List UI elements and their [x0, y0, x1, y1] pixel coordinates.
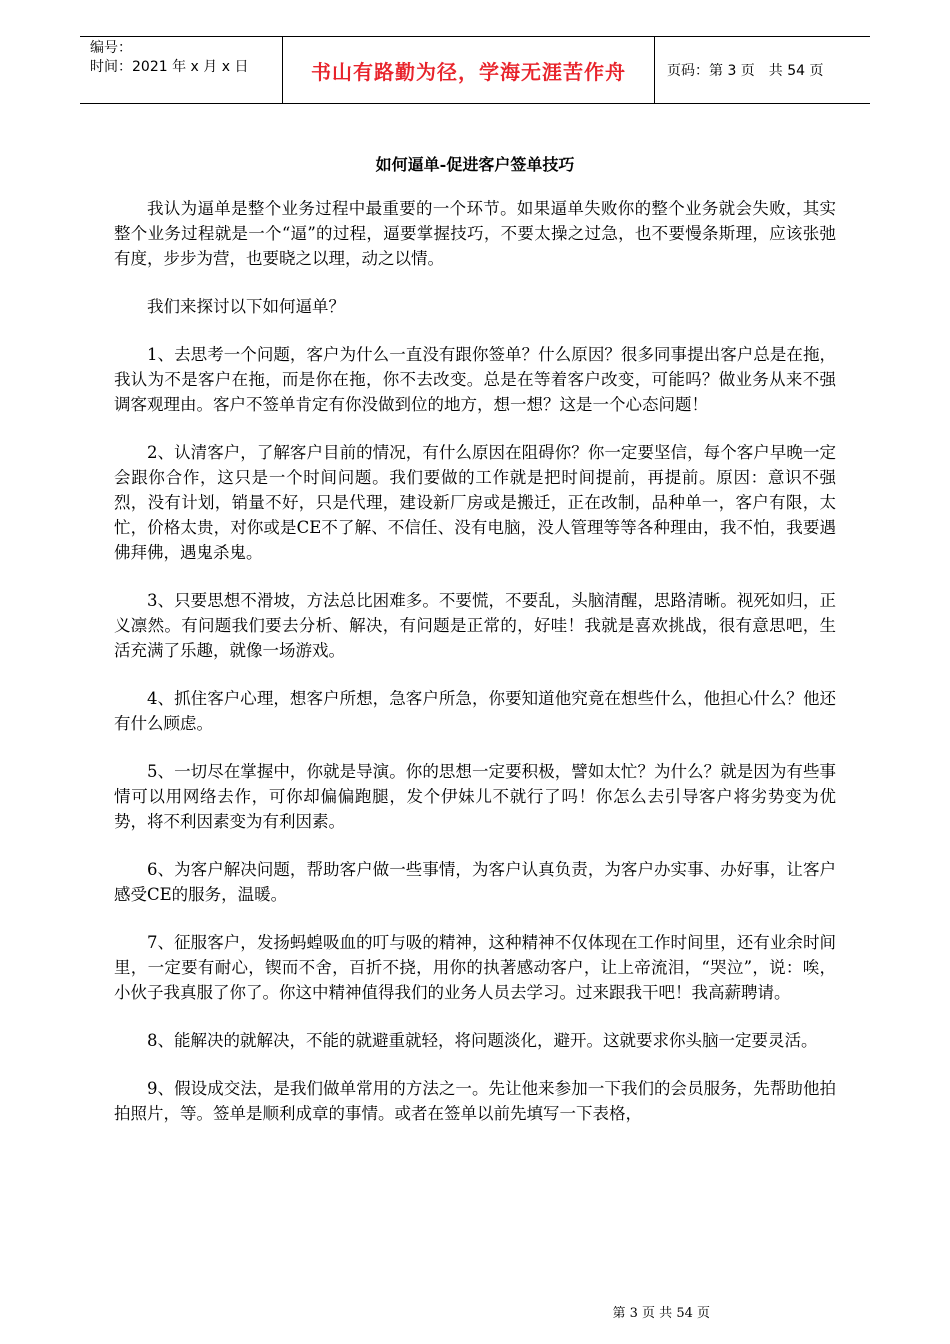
header-page-number: 页码：第 3 页 共 54 页 [667, 63, 824, 79]
paragraph-question: 我们来探讨以下如何逼单？ [147, 297, 345, 316]
paragraph-6: 6、为客户解决问题，帮助客户做一些事情，为客户认真负责，为客户办实事、办好事，让客户感受CE的服务，温暖。 [114, 860, 836, 904]
document-title: 如何逼单-促进客户签单技巧 [375, 155, 575, 174]
header-number: 编号： [90, 40, 132, 56]
page-header [80, 36, 870, 104]
paragraph-3: 3、只要思想不滑坡，方法总比困难多。不要慌，不要乱，头脑清醒，思路清晰。视死如归，正义凛然。有问题我们要去分析、解决，有问题是正常的，好哇！我就是喜欢挑战，很有意思吧，生活充满了乐趣，就像一场游戏。 [114, 591, 836, 660]
paragraph-7: 7、征服客户，发扬蚂蝗吸血的叮与吸的精神，这种精神不仅体现在工作时间里，还有业余时间里，一定要有耐心，锲而不舍，百折不挠，用你的执著感动客户，让上帝流泪，“哭泣”，说：唉，小伙子我真服了你了。你这中精神值得我们的业务人员去学习。过来跟我干吧！我高薪聘请。 [114, 933, 836, 1002]
document-body [114, 196, 836, 1149]
paragraph-8: 8、能解决的就解决，不能的就避重就轻，将问题淡化，避开。这就要求你头脑一定要灵活。 [147, 1031, 818, 1050]
paragraph-9: 9、假设成交法，是我们做单常用的方法之一。先让他来参加一下我们的会员服务，先帮助他拍拍照片，等。签单是顺利成章的事情。或者在签单以前先填写一下表格， [114, 1079, 836, 1123]
header-date: 时间：2021 年 x 月 x 日 [90, 59, 249, 75]
paragraph-1: 1、去思考一个问题，客户为什么一直没有跟你签单？什么原因？很多同事提出客户总是在拖，我认为不是客户在拖，而是你在拖，你不去改变。总是在等着客户改变，可能吗？做业务从来不强调客观理由。客户不签单肯定有你没做到位的地方，想一想？这是一个心态问题！ [114, 345, 836, 414]
header-meta [80, 37, 283, 103]
header-motto: 书山有路勤为径，学海无涯苦作舟 [283, 37, 655, 103]
paragraph-intro: 我认为逼单是整个业务过程中最重要的一个环节。如果逼单失败你的整个业务就会失败，其实整个业务过程就是一个“逼”的过程，逼要掌握技巧，不要太操之过急，也不要慢条斯理，应该张弛有度，步步为营，也要晓之以理，动之以情。 [114, 199, 836, 268]
paragraph-5: 5、一切尽在掌握中，你就是导演。你的思想一定要积极，譬如太忙？为什么？就是因为有些事情可以用网络去作，可你却偏偏跑腿，发个伊妹儿不就行了吗！你怎么去引导客户将劣势变为优势，将不利因素变为有利因素。 [114, 762, 836, 831]
paragraph-4: 4、抓住客户心理，想客户所想，急客户所急，你要知道他究竟在想些什么，他担心什么？他还有什么顾虑。 [114, 689, 836, 733]
page-footer: 第 3 页 共 54 页 [612, 1306, 710, 1321]
paragraph-2: 2、认清客户，了解客户目前的情况，有什么原因在阻碍你？你一定要坚信，每个客户早晚一定会跟你合作，这只是一个时间问题。我们要做的工作就是把时间提前，再提前。原因：意识不强烈，没有计划，销量不好，只是代理，建设新厂房或是搬迁，正在改制，品种单一，客户有限，太忙，价格太贵，对你或是CE不了解、不信任、没有电脑，没人管理等等各种理由，我不怕，我要遇佛拜佛，遇鬼杀鬼。 [114, 443, 836, 562]
